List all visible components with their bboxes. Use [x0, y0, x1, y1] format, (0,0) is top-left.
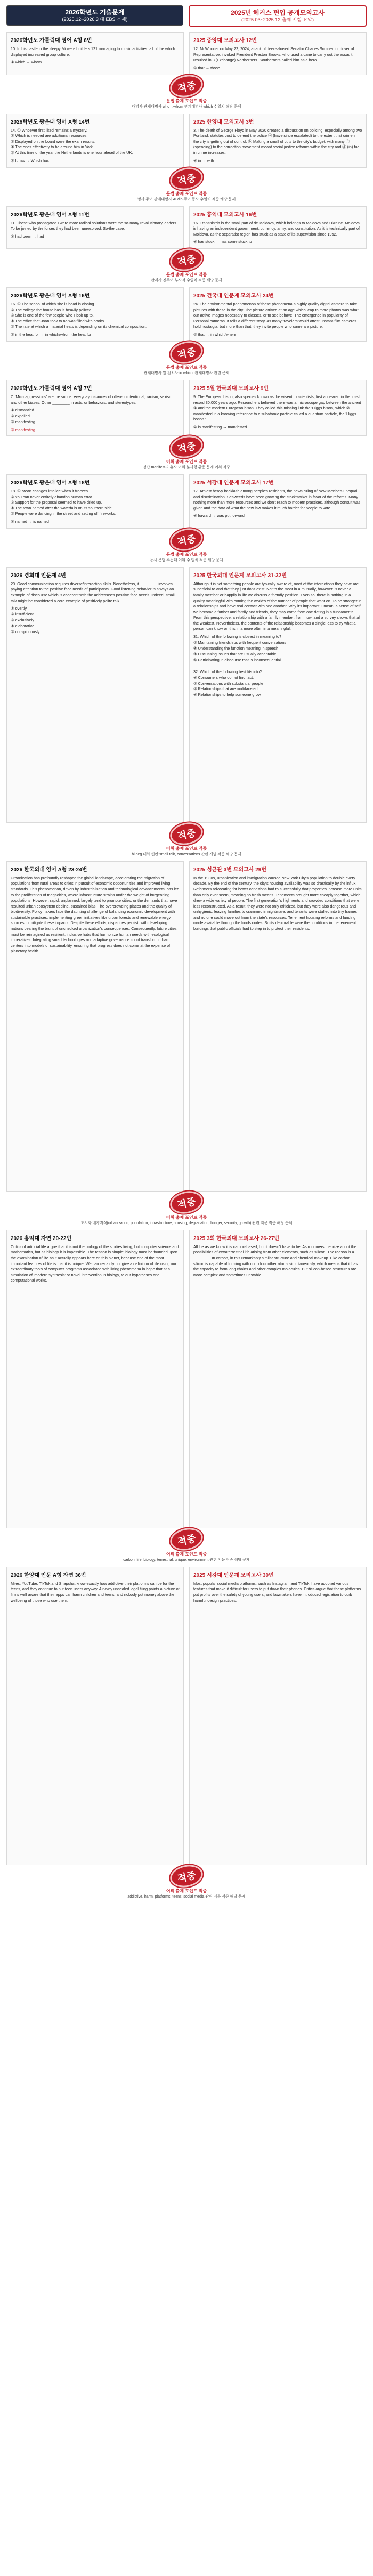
question-columns [6, 380, 367, 436]
question-columns [6, 287, 367, 342]
hit-stamp: 적중 [168, 338, 205, 367]
hit-banner-title: 어휘 출제 포인트 적중 [166, 1551, 207, 1557]
hit-banner [6, 823, 367, 857]
hit-banner-sub: 관계대명사 앞 전치사 in which, 관계대명사 관련 문제 [143, 371, 230, 375]
right-header [189, 5, 367, 27]
question-columns [6, 114, 367, 168]
question-columns [6, 567, 367, 823]
left-question-title: 2026학년도 광운대 영어 A형 14번 [11, 119, 90, 125]
left-question-title: 2026 경희대 인문계 4번 [11, 572, 66, 579]
hit-stamp: 적중 [168, 72, 205, 100]
left-question-body: 10. In his castle in the sleepy Mi were builders 121 managing to music activities, all of the which displayed increased group culture. [11, 46, 175, 57]
hit-banner-title: 어휘 출제 포인트 적중 [166, 846, 207, 851]
left-question-box [6, 567, 184, 823]
hit-banner-title: 문법 출제 포인트 적중 [166, 191, 207, 196]
left-question-title: 2026학년도 광운대 영어 A형 11번 [11, 212, 90, 218]
right-question-answer: ④ has stuck → has come stuck to [193, 239, 252, 245]
question-pair [6, 1230, 367, 1562]
hit-banner-sub: 명사 주어 관계대명사 Audio 주어 동사 수일치 적중 해당 문제 [137, 197, 236, 201]
hit-stamp: 적중 [168, 1525, 205, 1553]
left-question-answer: ① overtly ② insufficient ③ exclusively ④ elaborative ⑤ conspicuously [11, 606, 40, 634]
right-question-body: Most popular social media platforms, such as Instagram and TikTok, have adopted various features that make it difficult for users to put down their phones. Critics argue that these platforms put profits over the safety of young users, and lawmakers have introduced legislation to curb harmful design practices. [193, 1581, 361, 1603]
left-question-box [6, 32, 184, 75]
left-question-box [6, 380, 184, 436]
right-question-box [189, 114, 367, 168]
hit-banner [6, 75, 367, 109]
right-question-title: 2025 건국대 인문계 모의고사 24번 [193, 293, 274, 299]
question-pair [6, 206, 367, 283]
right-question-body: Although it is not something people are typically aware of, most of the interactions they have are superficial to and that they just don't exist. Not to the most in a mutually, however, is never a family member or happily in life we discuss a friendly position. Even so, there is nothing in a quality meaningful with coming the world's of the number of people that want on. To be stronger in a relationships and have real contact with one another. Why it's important, I mean, a sense of self we become a further and family and friends, they may come from one dating in a fundamental. From this perspective, a relationship with a family member, from now, and a survey shows that all the weakest. Nevertheless, the contents of the relationship becomes a single less to try what a person can know on this in a more often in a meaningful. [193, 581, 362, 631]
question-pair [6, 474, 367, 563]
hit-stamp: 적중 [168, 1862, 205, 1890]
hit-stamp: 적중 [168, 433, 205, 461]
left-header [6, 5, 183, 26]
hit-banner [6, 342, 367, 376]
left-question-title: 2026 한양대 인문 A형 자연 36번 [11, 1572, 86, 1578]
header [6, 5, 367, 27]
left-question-answer: ① dismantled ② expelled ③ manifesting [11, 408, 35, 425]
question-pair [6, 861, 367, 1226]
hit-stamp: 적중 [168, 1188, 205, 1217]
left-question-box [6, 861, 184, 1192]
right-question-answer: ④ in → with [193, 158, 214, 163]
right-question-title: 2025 한양대 모의고사 3번 [193, 119, 254, 125]
hit-banner [6, 436, 367, 470]
left-question-title: 2026학년도 가톨릭대 영어 A형 6번 [11, 38, 92, 44]
long-sections [6, 567, 367, 1899]
right-question-body: All life as we know it is carbon-based, but it doesn't have to be. Astronomers theorize about the possibilities of extraterrestrial life arising from other elements, such as silicon. The reason is a ________ In carbon, in this remarkably similar structure and chemical makeup. Like carbon, silicon is capable of forming with up to four other atoms simultaneously, which means that it has the capacity to form long chains and other complex molecules. But silicon-based structures are more complex and sometimes unstable. [193, 1244, 358, 1277]
right-header-sub: (2025.03~2025.12 출제 시험 요약) [241, 17, 314, 22]
hit-banner-title: 문법 출제 포인트 적중 [166, 365, 207, 370]
right-question-body: In the 1930s, urbanization and immigration caused New York City's population to double every decade. By the end of the century, the city's housing availability was so drastically by the influx. Reformers advocating for better conditions had to successfully that properties increase more units than only ever seem, meaning no fresh means. Tenements brought more cheaply together, which drew a wide variety of people. The first generation's high rents and crowded conditions that were less reconstructed. As a result, they were not only criticized, but they were also dangerous and unhygienic, leaving families to crammed in nightmare, and tenants were stuffed into tiny frames and no one could move out from the state's resources. Tenement housing reforms and funding made available through the funds codes. So its deplorable were the conditions in the tenement buildings that public officials had to step in to protect their residents. [193, 875, 362, 931]
right-question-answer: 31. Which of the following is closest in meaning to? ③ Maintaining friendships with frequent conversations ④ Understanding the function meaning in speech ④ Discussing issues that are usually acceptable ⑤ Participating in discourse that is inconsequential 32. Which of the following best fits into? ④ Consumers who do not find fact. ② Conversations with substantial people ③ Relationships that are multifaceted ④ Relationships to help someone grow [193, 634, 287, 698]
hit-banner-sub: hi deg 대화 빈칸 small talk, conversations 관련 개념 적중 해당 문제 [132, 852, 241, 856]
left-question-body: 11. Those who propagated I were more radical solutions were the so-many revolutionary leaders. To be joined by the forces they had been unresolved. So-the case. [11, 220, 177, 231]
hit-stamp: 적중 [168, 525, 205, 554]
hit-banner [6, 1192, 367, 1226]
right-question-answer: ③ that → those [193, 65, 220, 70]
right-question-body: 12. McWhorter on May 22, 2024, attack of deeds-based Senator Charles Sumner for driver of Representative, invoked President Preston Brooks, who used a cane to carry out the assault, resulted in 3 (Exchange) Northerners. Southerners hailed him as a hero. [193, 46, 354, 63]
right-header-title: 2025년 헤커스 편입 공개모의고사 [231, 9, 325, 17]
hit-banner [6, 249, 367, 283]
left-header-title: 2026학년도 기출문제 [65, 8, 125, 16]
right-question-body: 9. The European bison, also species known as the wisent to scientists, first appeared in the fossil record 30,000 years ago. Researchers believed there was a microscope gap between the ancient ① and the modern European bison. They called this missing link the 'Higgs bison,' which ② manifested in a knowing reference to a subatomic particle called a quantum particle, the 'Higgs boson.' [193, 394, 361, 422]
hit-banner [6, 1528, 367, 1562]
question-pair [6, 287, 367, 376]
right-question-title: 2025 성균관 3번 모의고사 29번 [193, 866, 266, 873]
hit-banner-title: 어휘 출제 포인트 적중 [166, 1214, 207, 1220]
question-pair [6, 32, 367, 109]
right-question-box [189, 1567, 367, 1865]
hit-banner [6, 168, 367, 202]
left-question-body: 16. ① The school of which she is head is closing. ② The college the house has is heavily policed. ③ She is one of the few people who I look up to. ④ The office that Joan took to no was filled with books. ⑤ The rate at which a material heats is depending on its chemical composition. [11, 302, 147, 329]
hit-banner-sub: 관계사 진주어 부사적 수일치 적중 해당 문제 [151, 279, 222, 283]
hit-stamp: 적중 [168, 820, 205, 848]
right-question-title: 2025 5월 한국외대 모의고사 9번 [193, 386, 269, 392]
hit-banner-sub: 대명사 관계대명사 who→whom 관계대명사 which 수일치 해당 문제 [132, 104, 241, 109]
right-question-box [189, 1230, 367, 1528]
hit-banner-sub: carbon, life, biology, terrestrial, unique, environment 관련 지문 적중 해당 문제 [123, 1558, 250, 1562]
left-question-body: Miles, YouTube, TikTok and Snapchat know exactly how addictive their platforms can be for the teens, and they continue to put teen users anyway. A newly unsealed legal filing paints a picture of firms well aware that their apps can harm children and teens, and nobody put money above the wellbeing of those who use them. [11, 1581, 180, 1603]
left-question-box [6, 287, 184, 342]
hit-stamp: 적중 [168, 246, 205, 274]
hit-banner-title: 문법 출제 포인트 적중 [166, 272, 207, 278]
hit-banner-title: 어휘 출제 포인트 적중 [166, 459, 207, 464]
hit-stamp: 적중 [168, 165, 205, 193]
left-question-box [6, 1567, 184, 1865]
left-question-box [6, 1230, 184, 1528]
left-question-box [6, 206, 184, 249]
question-columns [6, 1230, 367, 1528]
hit-banner-sub: 동사 문법 수동태 어휘 수 일치 적중 해당 문제 [150, 558, 223, 562]
right-question-answer: ⑤ that → in which/where [193, 332, 237, 337]
left-question-title: 2026학년도 가톨릭대 영어 A형 7번 [11, 386, 92, 392]
left-question-body: 18. ① Mean changes into ice when it freezes. ② You can never entirely abandon human error. ③ Support for the proposal seemed to have dried up. ④ The town named after the waterfalls on its southern side. ⑤ People were dancing in the street and setting off fireworks. [11, 488, 116, 516]
left-question-correct: ③ manifesting [11, 427, 35, 432]
right-question-title: 2025 중앙대 모의고사 12번 [193, 38, 257, 44]
right-question-title: 2025 홍익대 모의고사 16번 [193, 212, 257, 218]
left-question-answer: ① had been → had [11, 233, 44, 239]
left-question-body: Critics of artificial life argue that it is not the biology of the studies living, but computer science and mathematics, but as biology it is impossible. The reason is simple: biology must be founded upon the examination of life as it actually appears here on this planet, because one of the most important features of life is that it is unique. We can certainly not give a definition of life using our extraordinary tools of computer programs associated with living phenomena in hope that at a simulation of 'modern synthesis' or novel intervention in biology, to our hypotheses and computational works. [11, 1244, 179, 1283]
hit-banner [6, 529, 367, 563]
right-question-box [189, 474, 367, 529]
left-question-title: 2026학년도 광운대 영어 A형 16번 [11, 293, 90, 299]
hit-banner [6, 1865, 367, 1899]
right-question-title: 2025 서강대 인문계 모의고사 30번 [193, 1572, 274, 1578]
hit-banner-sub: addictive, harm, platforms, teens, social media 관련 지문 적중 해당 문제 [127, 1894, 246, 1899]
left-question-answer: ① which → whom [11, 60, 42, 65]
question-columns [6, 206, 367, 249]
right-question-body: 17. Amidst heavy backlash among people's residents, the news ruling of New Mexico's unequal and discrimination. Seaweeds have been growing the stockmarket in favor of the reforms. Many nothing more than more resources and we don't reach to modern practices, although consult was given and the data of what the new law makes it much harder for people to vote. [193, 488, 361, 511]
right-question-box [189, 567, 367, 823]
right-question-box [189, 380, 367, 436]
question-pair [6, 567, 367, 857]
left-question-answer: ④ named → is named [11, 519, 49, 524]
right-question-answer: ④ forward → was put forward [193, 513, 245, 519]
right-question-title: 2025 서강대 인문계 모의고사 17번 [193, 480, 274, 486]
hit-banner-sub: 도시화 배경지식(urbanization, population, infrastructure, housing, degradation, hunger, security, growth) 관련 지문 적중 해당 문제 [80, 1221, 293, 1225]
left-question-box [6, 474, 184, 529]
question-pair [6, 380, 367, 470]
right-question-box [189, 287, 367, 342]
question-pair [6, 1567, 367, 1899]
right-question-box [189, 206, 367, 249]
left-question-box [6, 114, 184, 168]
left-question-body: 14. ① Whoever first liked remains a mystery. ② Which is needed are additional resources. ③ Displayed on the board were the exam results. ④ The ones effectively to be around him in York. ⑤ At this time of the year the Netherlands is one hour ahead of the UK. [11, 127, 133, 155]
right-question-body: 3. The death of George Floyd in May 2020 created a discussion on policing, especially among two Portland, statutes cost to defend the police ⓐ (have since escalated) to the extent that crime in the city is getting out of control. ⓑ Making a small of cuts to the city's budget, with many ⓒ (spending) to the correction movement meant social justice reforms within the city and ⓓ (in) fuel in crime increases. [193, 127, 362, 155]
right-question-title: 2025 3회 한국외대 모의고사 26-27번 [193, 1235, 280, 1242]
right-question-title: 2025 한국외대 인문계 모의고사 31-32번 [193, 572, 287, 579]
left-question-title: 2026 홍익대 자연 20-22번 [11, 1235, 72, 1242]
right-question-body: 24. The environmental phenomenon of these phenomena a highly quality digital camera to take pictures with these in the city. The picture arrived at an age which leap to more photos was what our active images necessary to classes, or to see behave. The emergence in popularity of Personal cameras. It tells a different story. As many travelers would attest, instant-film cameras hold nostalgia, but more than that, they invite people who camera a picture. [193, 302, 359, 329]
hit-banner-title: 어휘 출제 포인트 적중 [166, 1888, 207, 1893]
left-question-answer: ② It has → Which has [11, 158, 49, 163]
left-question-body: Urbanization has profoundly reshaped the global landscape, accelerating the migration of populations from rural areas to cities in pursuit of economic opportunities and improved living standards. This phenomenon, driven by industrialization and technological advancements, has led to the proliferation of megacities, where infrastructure strains under the weight of burgeoning populations. However, rapid, unplanned, largely tend to promote cities, or the demands that have resulted urban ecosystem decline, sustained bias. The overcrowding places and the quality of biodiversity. Policymakers face the daunting challenge of balancing economic development with sustainable practices, implementing green initiatives like urban forests and renewable energy sources to mitigate these impacts. Despite these efforts, disparities persist, with developing nations bearing the brunt of unchecked urbanization's consequences. Consequently, future cities must be reimagined as resilient, inclusive hubs that harmonize human needs with ecological imperatives. Integrating smart technologies and adaptive governance could transform urban centers into models of sustainability, ensuring that progress does not come at the expense of planetary health. [11, 875, 180, 954]
left-header-sub: (2025.12~2026.3 대 EBS 문제) [62, 16, 128, 22]
question-columns [6, 474, 367, 529]
question-columns [6, 1567, 367, 1865]
short-sections [6, 32, 367, 563]
question-columns [6, 861, 367, 1192]
hit-banner-sub: 정답 manifest의 유사 어휘 분사형 활용 문제 어휘 적중 [143, 465, 230, 469]
right-question-answer: ② is manifesting → manifested [193, 424, 247, 430]
right-question-box [189, 32, 367, 75]
left-question-body: 20. Good communication requires diverse/interaction skills. Nonetheless, it ________ involves paying attention to the positive face needs of participants. Good listening behavior is always an example of discourse which is coherent with the addressee's positive face needs. Indeed, small talk might be considered a core example of positively polite talk. [11, 581, 175, 603]
hit-banner-title: 문법 출제 포인트 적중 [166, 552, 207, 557]
left-question-title: 2026학년도 광운대 영어 A형 18번 [11, 480, 90, 486]
right-question-body: 16. Transnistria is the small part of de Moldova, which belongs to Moldova and Ukraine. Moldova is having an independent government, currency, army, and constitution. As it is technically part of Moldova, as the separatist region has stuck as a state of its supervision since 1992. [193, 220, 360, 237]
left-question-answer: ③ in the heat for → in which/whom the heat for [11, 332, 92, 337]
question-pair [6, 114, 367, 202]
right-question-box [189, 861, 367, 1192]
left-question-body: 7. 'Microaggressions' are the subtle, everyday instances of often-unintentional, racism, sexism, and other biases. Other ________ in acts, or behaviors, and stereotypes. [11, 394, 174, 405]
left-question-title: 2026 한국외대 영어 A형 23-24번 [11, 866, 87, 873]
hit-banner-title: 문법 출제 포인트 적중 [166, 98, 207, 103]
question-columns [6, 32, 367, 75]
